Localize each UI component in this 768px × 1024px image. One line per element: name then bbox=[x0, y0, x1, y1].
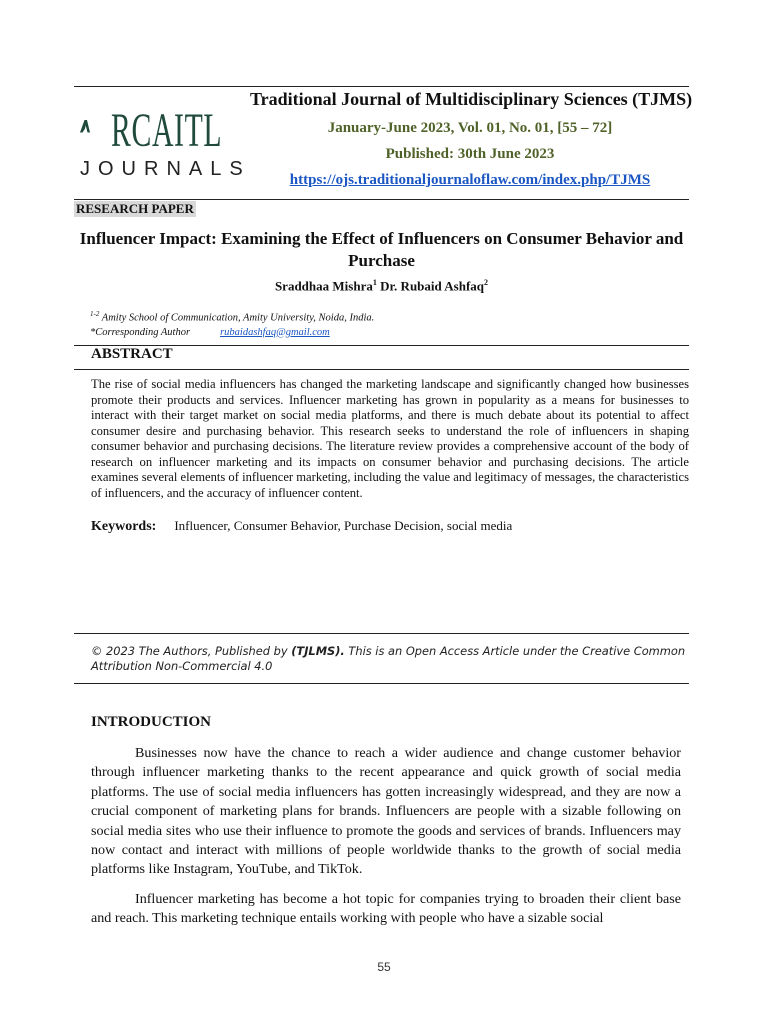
affiliation: Amity School of Communication, Amity University, Noida, India. bbox=[99, 312, 375, 324]
page-number: 55 bbox=[377, 960, 391, 974]
journal-title: Traditional Journal of Multidisciplinary Sciences (TJMS) bbox=[250, 89, 693, 109]
article-type-label: RESEARCH PAPER bbox=[76, 201, 194, 216]
header-bottom-rule bbox=[74, 199, 689, 200]
license-prefix: © 2023 The Authors, Published by bbox=[91, 644, 292, 658]
issue-info: January-June 2023, Vol. 01, No. 01, [55 – 72] bbox=[327, 120, 613, 136]
license-top-rule bbox=[74, 633, 689, 634]
license-publisher: (TJLMS). bbox=[291, 644, 345, 658]
abstract-heading-rule bbox=[74, 369, 689, 370]
license-note bbox=[91, 644, 691, 674]
keywords-line bbox=[91, 518, 512, 535]
published-date: Published: 30th June 2023 bbox=[385, 146, 555, 162]
logo-wordmark: RCAITL bbox=[111, 104, 223, 157]
affiliation-sup: 1-2 bbox=[90, 310, 100, 318]
corresponding-email-link[interactable]: rubaidashfaq@gmail.com bbox=[220, 326, 330, 338]
author-1-sup: 1 bbox=[372, 278, 377, 287]
keywords: Influencer, Consumer Behavior, Purchase Decision, social media bbox=[174, 518, 513, 533]
abstract-heading: ABSTRACT bbox=[91, 346, 173, 362]
author-2: Dr. Rubaid Ashfaq bbox=[376, 278, 485, 294]
abstract-text: The rise of social media influencers has changed the marketing landscape and significantly changed how businesses promote their products and services. Influencer marketing has grown in popularity as a means for businesses to interact with their target market on social media platforms, and there is much debate about its potential to affect consumer desire and purchasing behavior. This research seeks to understand the role of influencers in shaping consumer behavior and purchasing decisions. The literature review provides a comprehensive account of the body of research on influencer marketing and its impacts on consumer behavior and purchasing decisions. The article examines several elements of influencer marketing, including the value and legitimacy of messages, the characteristics of influencers, and the accuracy of influencer content. bbox=[91, 377, 689, 500]
keywords-label: Keywords: bbox=[91, 519, 157, 534]
paper-title: Influencer Impact: Examining the Effect of Influencers on Consumer Behavior and Purchase bbox=[79, 229, 684, 270]
license-bottom-rule bbox=[74, 683, 689, 684]
header-top-rule bbox=[74, 86, 689, 87]
journal-url-link[interactable]: https://ojs.traditionaljournaloflaw.com/index.php/TJMS bbox=[289, 172, 651, 188]
author-line bbox=[74, 278, 689, 294]
intro-paragraph-1: Businesses now have the chance to reach a wider audience and change customer behavior through influencer marketing thanks to the recent appearance and quick growth of social media platforms. The use of social media influencers has gotten increasingly widespread, and they are now a crucial component of marketing plans for brands. Influencers are people with a sizable following on social media sites who use their influence to promote the goods and services of brands. Influencers may now contact and interact with millions of people worldwide thanks to the growth of social media platforms like Instagram, YouTube, and TikTok. bbox=[91, 745, 681, 878]
corresponding-label: *Corresponding Author bbox=[90, 326, 191, 338]
author-2-sup: 2 bbox=[484, 278, 489, 287]
logo-subtitle: JOURNALS bbox=[80, 158, 251, 180]
author-1: Sraddhaa Mishra bbox=[274, 278, 373, 294]
introduction-heading: INTRODUCTION bbox=[91, 714, 212, 730]
license-suffix: This is an Open Access Article under the Creative Common Attribution Non-Commercial 4.0 bbox=[91, 644, 686, 673]
intro-paragraph-2: Influencer marketing has become a hot topic for companies trying to broaden their client base and reach. This marketing technique entails working with people who have a sizable social bbox=[91, 891, 681, 927]
affiliation-block bbox=[90, 307, 374, 340]
